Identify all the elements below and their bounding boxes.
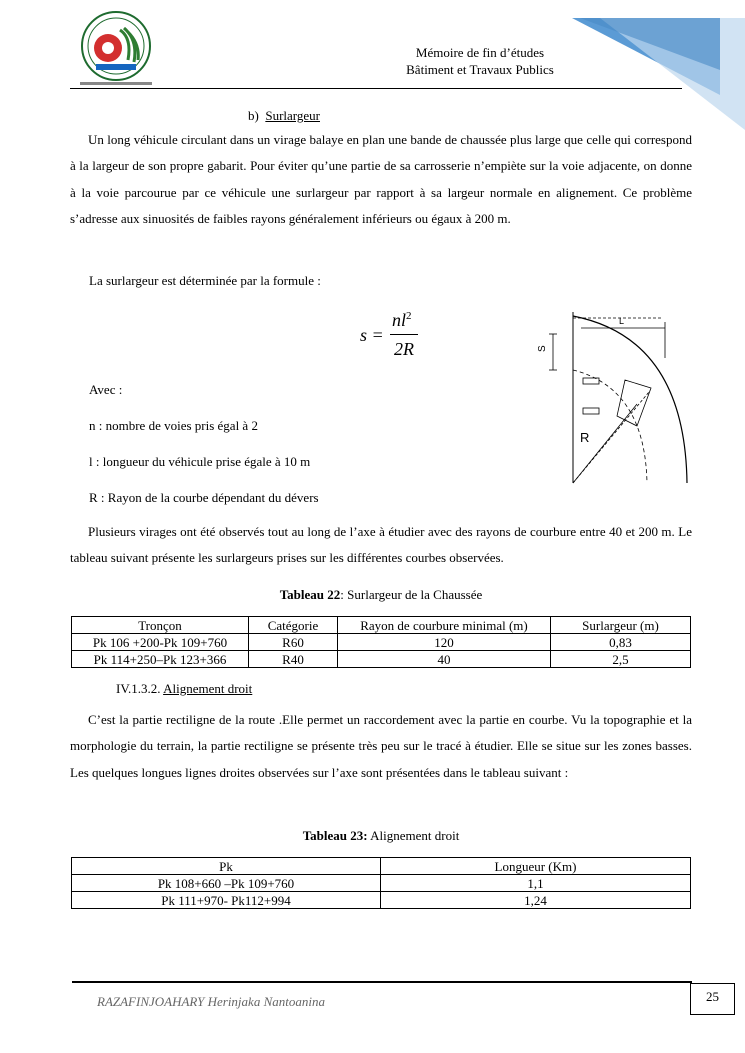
- table-row: [72, 892, 691, 909]
- page-header: [380, 44, 580, 78]
- header-pk: Pk: [72, 858, 381, 875]
- definition-l: l : longueur du véhicule prise égale à 10 m: [89, 454, 311, 469]
- cell-surlargeur: 2,5: [551, 651, 691, 668]
- header-surlargeur: Surlargeur (m): [551, 617, 691, 634]
- paragraph-surlargeur: Un long véhicule circulant dans un virage balaye en plan une bande de chaussée plus large que celle qui correspond à la largeur de son propre gabarit. Pour éviter qu’une partie de sa carrosserie n’empiète sur la voie adjacente, on donne à la voie parcourue par ce véhicule une surlargeur par rapport à sa largeur normale en alignement. Ce problème s’adresse aux sinuosités de faibles rayons généralement inférieurs ou égaux à 200 m.: [70, 132, 692, 226]
- cell-pk: Pk 111+970- Pk112+994: [72, 892, 381, 909]
- table-header-row: [72, 858, 691, 875]
- avec-label: Avec :: [89, 382, 123, 397]
- cell-longueur: 1,1: [381, 875, 691, 892]
- diagram-label-l: L: [619, 316, 625, 326]
- table23-caption-text: Alignement droit: [367, 828, 460, 843]
- table23-caption-label: Tableau 23:: [302, 828, 368, 843]
- section-number: IV.1.3.2.: [116, 681, 161, 696]
- header-troncon: Tronçon: [72, 617, 249, 634]
- definition-r: R : Rayon de la courbe dépendant du dévers: [89, 490, 319, 505]
- table22-caption-label: Tableau 22: [279, 587, 341, 602]
- definition-n: n : nombre de voies pris égal à 2: [89, 418, 258, 433]
- cell-categorie: R60: [249, 634, 338, 651]
- section-title: Alignement droit: [163, 681, 253, 696]
- school-logo: [76, 8, 156, 90]
- diagram-label-r: R: [580, 430, 590, 445]
- table-row: [72, 651, 691, 668]
- table-alignement: [71, 857, 691, 909]
- header-rayon: Rayon de courbure minimal (m): [338, 617, 551, 634]
- table-row: [72, 875, 691, 892]
- paragraph-alignement: C’est la partie rectiligne de la route .Elle permet un raccordement avec la partie en courbe. Vu la topographie et la morphologie du terrain, la partie rectiligne se présente très peu sur le tracé à étudier. Elle se situe sur les zones basses. Les quelques longues lignes droites observées sur l’axe sont présentées dans le tableau suivant :: [70, 712, 692, 780]
- cell-rayon: 40: [338, 651, 551, 668]
- section-heading-surlargeur: [248, 107, 320, 125]
- cell-surlargeur: 0,83: [551, 634, 691, 651]
- cell-troncon: Pk 114+250–Pk 123+366: [72, 651, 249, 668]
- section-heading-alignement: [116, 680, 252, 698]
- table22-caption-text: : Surlargeur de la Chaussée: [340, 587, 483, 602]
- table-surlargeur: [71, 616, 691, 668]
- surlargeur-diagram: [525, 308, 695, 493]
- table23-caption: [70, 827, 692, 845]
- header-line-1: Mémoire de fin d’études: [415, 45, 545, 60]
- cell-pk: Pk 108+660 –Pk 109+760: [72, 875, 381, 892]
- formula-exponent: 2: [406, 310, 412, 322]
- cell-troncon: Pk 106 +200-Pk 109+760: [72, 634, 249, 651]
- section-title: Surlargeur: [265, 108, 320, 123]
- footer-divider: [72, 981, 692, 983]
- header-divider: [70, 88, 682, 89]
- page-number: 25: [690, 983, 735, 1015]
- diagram-label-s: S: [537, 345, 548, 352]
- section-number: b): [248, 108, 259, 123]
- footer-author: RAZAFINJOAHARY Herinjaka Nantoanina: [97, 994, 325, 1009]
- table22-caption: [70, 586, 692, 604]
- formula-intro: La surlargeur est déterminée par la formule :: [89, 273, 321, 288]
- cell-longueur: 1,24: [381, 892, 691, 909]
- paragraph-virages: Plusieurs virages ont été observés tout au long de l’axe à étudier avec des rayons de courbure entre 40 et 200 m. Le tableau suivant présente les surlargeurs prises sur les différentes courbes observées.: [70, 524, 692, 566]
- corner-decoration: [560, 0, 745, 130]
- table-header-row: [72, 617, 691, 634]
- header-line-2: Bâtiment et Travaux Publics: [406, 62, 554, 77]
- header-categorie: Catégorie: [249, 617, 338, 634]
- cell-rayon: 120: [338, 634, 551, 651]
- formula-denominator: 2R: [394, 339, 414, 359]
- formula-numerator: nl: [392, 310, 407, 330]
- header-longueur: Longueur (Km): [381, 858, 691, 875]
- cell-categorie: R40: [249, 651, 338, 668]
- fraction-bar: [390, 334, 418, 335]
- formula-lhs: s =: [360, 325, 384, 345]
- table-row: [72, 634, 691, 651]
